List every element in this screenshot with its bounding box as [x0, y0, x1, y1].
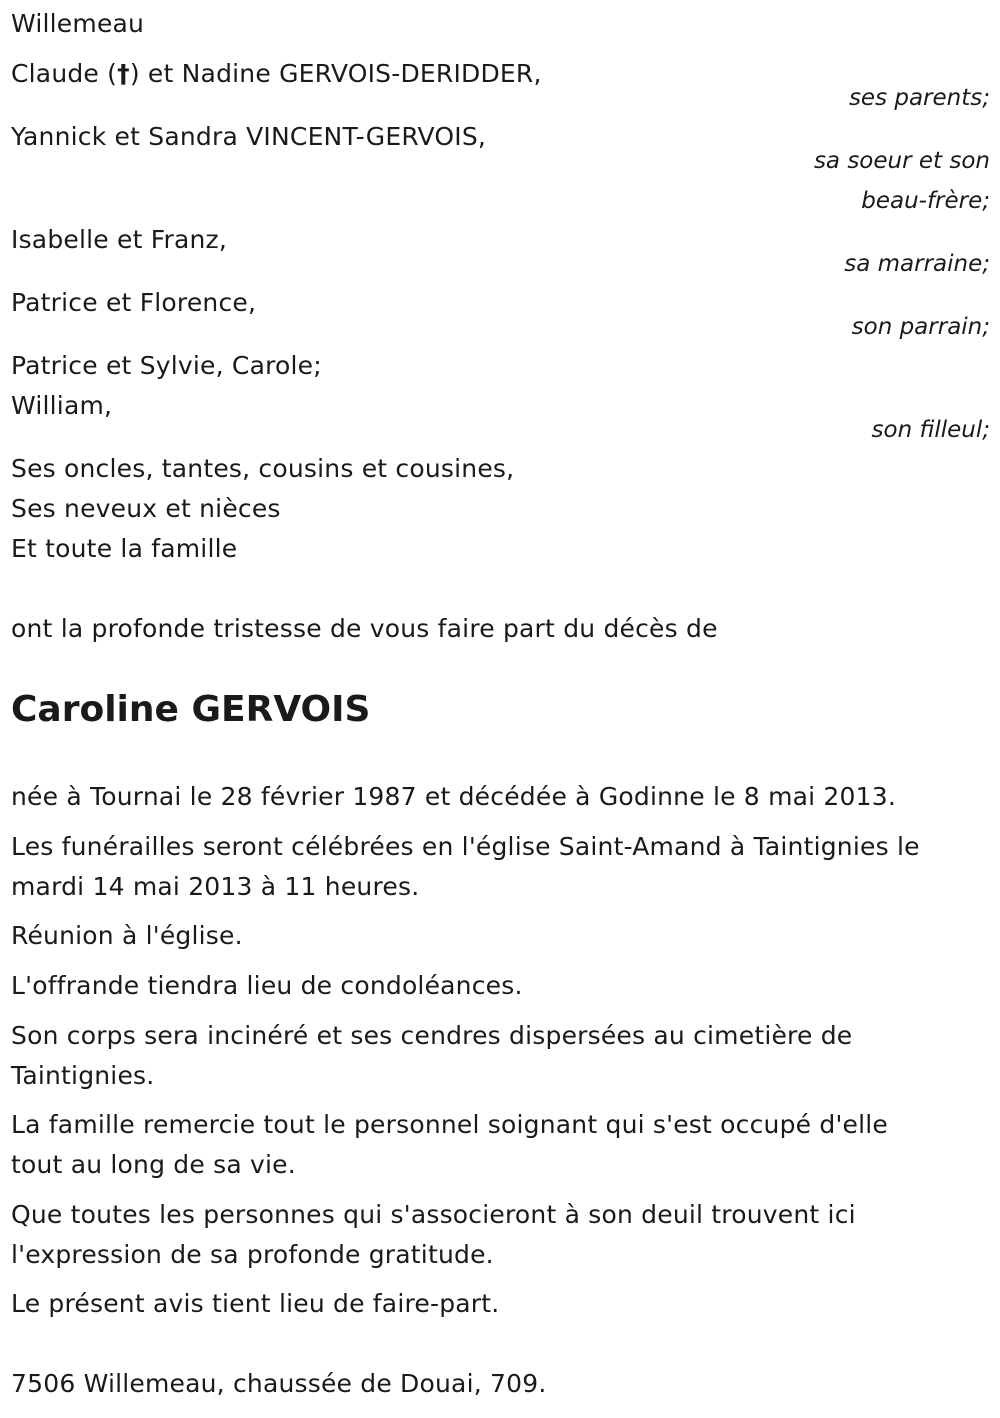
- announcement-text: ont la profonde tristesse de vous faire part du décès de: [11, 614, 718, 643]
- town-header: Willemeau: [11, 9, 145, 38]
- deceased-name: Caroline GERVOIS: [11, 689, 371, 730]
- extended-family-line: Ses neveux et nièces: [11, 494, 281, 523]
- other-relatives: Patrice et Sylvie, Carole;: [11, 351, 322, 380]
- extended-family-line: Et toute la famille: [11, 534, 238, 563]
- address-text: 7506 Willemeau, chaussée de Douai, 709.: [11, 1369, 547, 1398]
- parents-names: [11, 58, 542, 90]
- funeral-text-line1: Les funérailles seront célébrées en l'église Saint-Amand à Taintignies le: [11, 832, 920, 861]
- cremation-text-line1: Son corps sera incinéré et ses cendres dispersées au cimetière de: [11, 1021, 853, 1050]
- birth-death-text: née à Tournai le 28 février 1987 et décédée à Godinne le 8 mai 2013.: [11, 782, 896, 811]
- parents-role: ses parents;: [848, 85, 990, 111]
- gratitude-text-line1: Que toutes les personnes qui s'associeront à son deuil trouvent ici: [11, 1200, 856, 1229]
- cremation-text-line2: Taintignies.: [11, 1061, 155, 1090]
- thanks-text-line2: tout au long de sa vie.: [11, 1150, 296, 1179]
- godfather-names: Patrice et Florence,: [11, 288, 257, 317]
- godmother-names: Isabelle et Franz,: [11, 225, 227, 254]
- sister-role-line2: beau-frère;: [861, 188, 990, 214]
- parents-prefix: Claude (: [11, 59, 118, 88]
- funeral-text-line2: mardi 14 mai 2013 à 11 heures.: [11, 872, 420, 901]
- godfather-role: son parrain;: [851, 314, 990, 340]
- godmother-role: sa marraine;: [844, 251, 990, 277]
- parents-suffix: ) et Nadine GERVOIS-DERIDDER,: [129, 59, 542, 88]
- sister-names: Yannick et Sandra VINCENT-GERVOIS,: [11, 122, 487, 151]
- meeting-text: Réunion à l'église.: [11, 921, 243, 950]
- offering-text: L'offrande tiendra lieu de condoléances.: [11, 971, 523, 1000]
- cross-icon: †: [117, 59, 130, 88]
- notice-text: Le présent avis tient lieu de faire-part.: [11, 1289, 500, 1318]
- gratitude-text-line2: l'expression de sa profonde gratitude.: [11, 1240, 494, 1269]
- thanks-text-line1: La famille remercie tout le personnel soignant qui s'est occupé d'elle: [11, 1110, 888, 1139]
- godson-role: son filleul;: [871, 417, 990, 443]
- godson-names: William,: [11, 391, 113, 420]
- sister-role-line1: sa soeur et son: [813, 148, 990, 174]
- extended-family-line: Ses oncles, tantes, cousins et cousines,: [11, 454, 515, 483]
